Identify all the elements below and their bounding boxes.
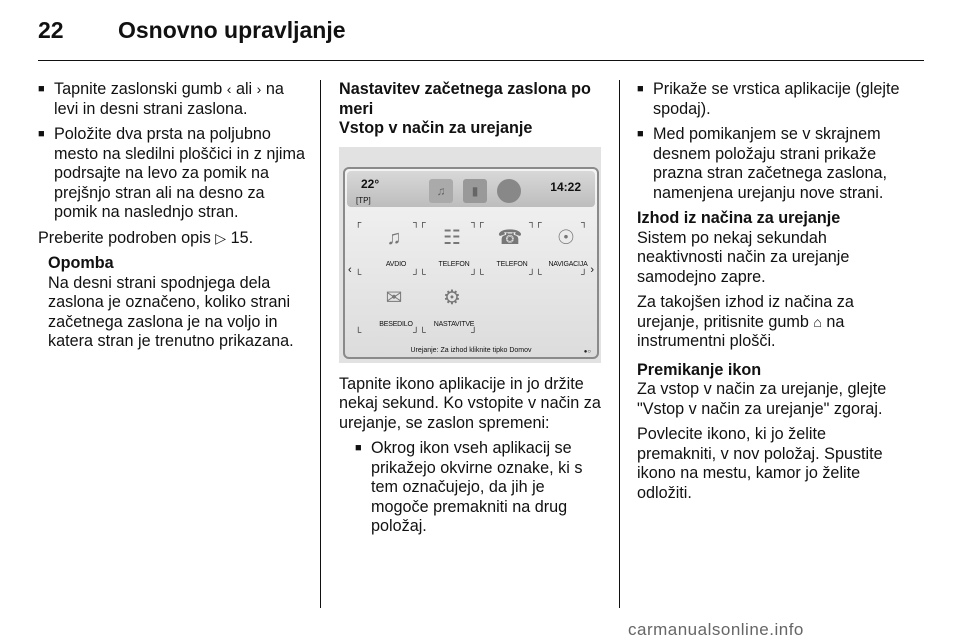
note-box	[38, 254, 310, 352]
column-2	[339, 80, 605, 537]
edit-frame-marker: ┐┌	[413, 216, 426, 227]
page-indicator: ●○	[583, 348, 591, 355]
tile-phone[interactable]: ☎ TELEFON	[479, 219, 535, 271]
gear-icon: ⚙	[443, 286, 461, 309]
paragraph: Povlecite ikono, ki jo želite premakniti, v nov položaj. Spustite ikono na mestu, kamor jo želite odložiti.	[637, 425, 883, 502]
music-note-icon: ♫	[429, 179, 453, 203]
paragraph: Sistem po nekaj sekundah neaktivnosti način za urejanje samodejno zapre.	[637, 228, 850, 286]
edit-frame-marker: ┘└	[413, 326, 426, 337]
page-reference-icon: ▷	[215, 229, 227, 246]
page-number: 22	[38, 17, 64, 43]
watermark: carmanualsonline.info	[628, 620, 804, 639]
note-body: Na desni strani spodnjega dela zaslona je označeno, koliko strani začetnega zaslona je na voljo in katera stran je trenutno prikazana.	[48, 273, 294, 350]
edit-frame-marker: ┐	[581, 216, 588, 227]
music-note-icon: ♫	[386, 226, 402, 249]
edit-frame-marker: ┘└	[413, 268, 426, 279]
paragraph: Za vstop v način za urejanje, glejte "Vstop v način za urejanje" zgoraj.	[637, 380, 887, 418]
phone-icon: ▮	[463, 179, 487, 203]
chevron-left-icon[interactable]: ‹	[348, 263, 352, 276]
bullet-item: ■ Položite dva prsta na poljubno mesto na sledilni ploščici in z njima podrsajte na levo za pomik na prejšnjo stran ali na desno za pomik na naslednjo stran.	[38, 125, 310, 223]
keypad-icon: ☷	[443, 226, 461, 249]
edit-frame-marker: ┐┌	[529, 216, 542, 227]
bullet-item: ■ Prikaže se vrstica aplikacije (glejte spodaj).	[637, 80, 907, 119]
edit-frame-marker: ┐┌	[471, 216, 484, 227]
page-title: Osnovno upravljanje	[118, 17, 346, 43]
section-heading: Nastavitev začetnega zaslona po meri	[339, 80, 591, 118]
chevron-right-icon[interactable]: ›	[590, 263, 594, 276]
bullet-item: ■ Med pomikanjem se v skrajnem desnem položaju strani prikaže prazna stran začetnega zaslona, namenjena urejanju nove strani.	[637, 125, 907, 203]
header-rule	[38, 60, 924, 61]
screen-illustration	[339, 147, 601, 363]
compass-icon: ☉	[557, 226, 575, 249]
column-divider-1	[320, 80, 321, 608]
tile-text[interactable]: ✉ BESEDILO	[363, 279, 419, 331]
edit-frame-marker: ┘	[471, 326, 478, 337]
home-icon: ⌂	[813, 313, 822, 330]
temperature: 22°	[361, 176, 380, 191]
subsection-heading: Vstop v način za urejanje	[339, 119, 533, 137]
column-3	[637, 80, 907, 503]
column-divider-2	[619, 80, 620, 608]
message-icon: ✉	[385, 286, 403, 309]
tp-indicator: [TP]	[356, 195, 371, 205]
edit-frame-marker: ┌	[355, 216, 362, 227]
edit-frame-marker: ┘└	[471, 268, 484, 279]
tile-phone-keypad[interactable]: ☷ TELEFON	[421, 219, 477, 271]
tile-navigation[interactable]: ☉ NAVIGACIJA	[535, 219, 591, 271]
tile-settings[interactable]: ⚙ NASTAVITVE	[421, 279, 477, 331]
record-icon	[497, 179, 521, 203]
bullet-item: ■ Okrog ikon vseh aplikacij se prikažejo okvirne oznake, ki s tem označujejo, da jih je mogoče premakniti na drug položaj.	[355, 439, 605, 537]
paragraph: Tapnite ikono aplikacije in jo držite nekaj sekund. Ko vstopite v način za urejanje, se zaslon spremeni:	[339, 374, 601, 432]
edit-mode-hint: Urejanje: Za izhod kliknite tipko Domov	[410, 346, 532, 354]
section-heading: Premikanje ikon	[637, 360, 762, 379]
edit-frame-marker: ┘	[581, 268, 588, 279]
page-header	[0, 0, 960, 62]
bullet-item: ■ Tapnite zaslonski gumb ‹ ali › na levi in desni strani zaslona.	[38, 80, 310, 119]
status-bar	[347, 171, 595, 207]
chevron-right-icon: ›	[256, 81, 262, 97]
clock: 14:22	[550, 179, 581, 194]
home-screen	[343, 167, 599, 359]
paragraph: Za takojšen izhod iz načina za urejanje, pritisnite gumb ⌂ na instrumentni plošči.	[637, 293, 854, 350]
tile-audio[interactable]: ♫ AVDIO	[363, 219, 419, 271]
column-1	[38, 80, 310, 352]
chevron-left-icon: ‹	[226, 81, 232, 97]
phone-handset-icon: ☎	[497, 226, 523, 249]
note-heading: Opomba	[48, 254, 114, 272]
reference-line: Preberite podroben opis ▷ 15.	[38, 228, 254, 247]
edit-frame-marker: ┘└	[529, 268, 542, 279]
edit-frame-marker: └	[355, 326, 362, 337]
section-heading: Izhod iz načina za urejanje	[637, 209, 841, 227]
edit-frame-marker: └	[355, 268, 362, 279]
